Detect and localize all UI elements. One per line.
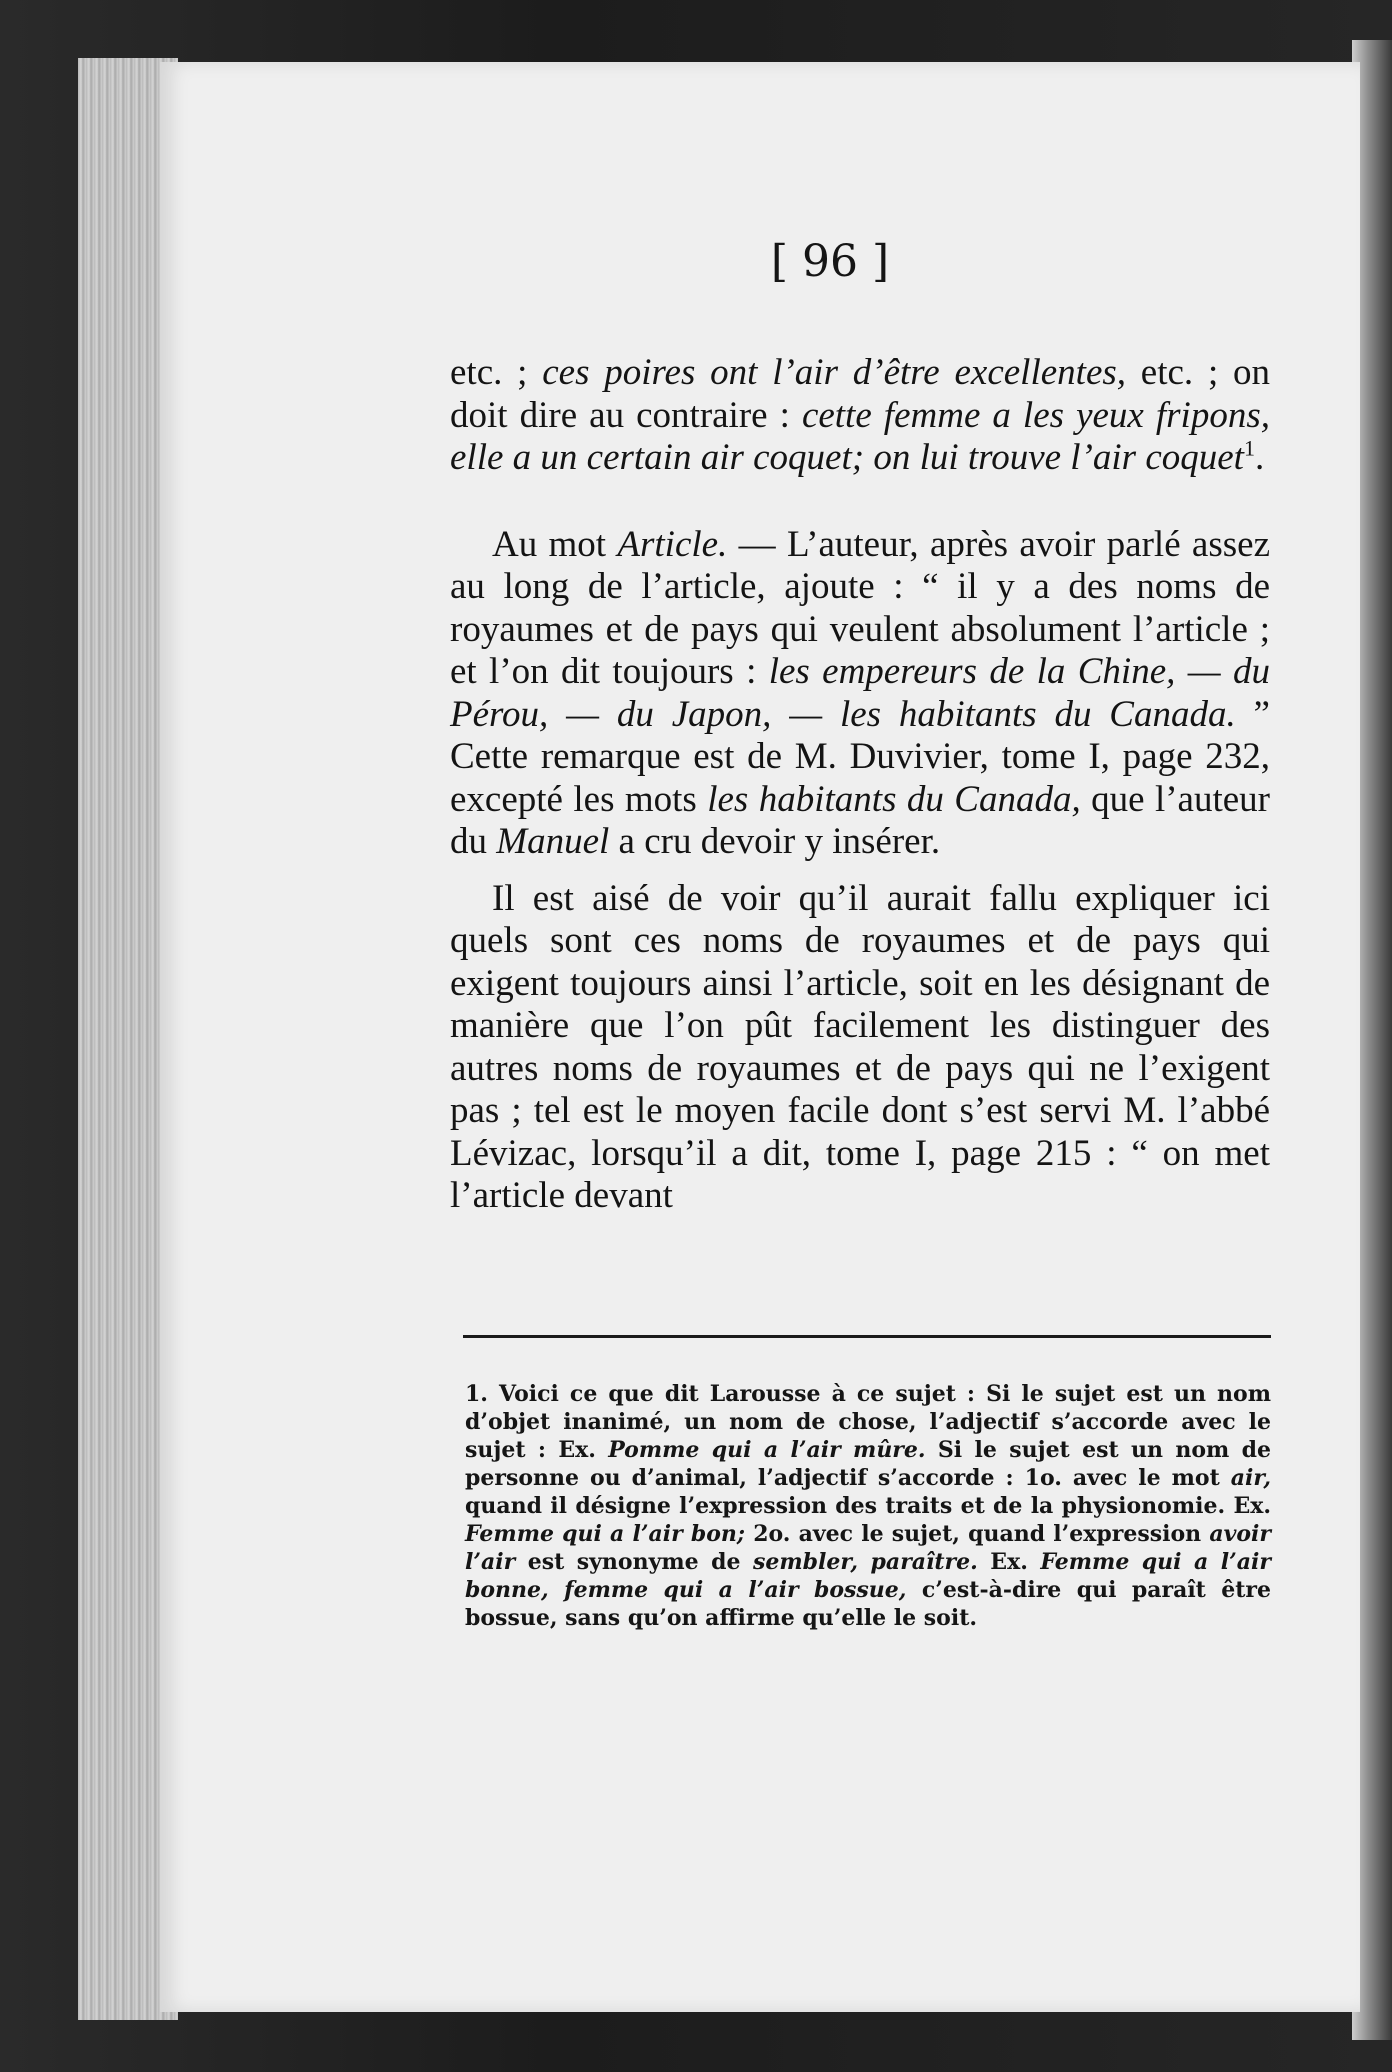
italic-text: Femme qui a l’air bonne, femme qui a l’air bossue, <box>465 1549 1271 1603</box>
footnote-rule <box>463 1335 1271 1338</box>
footnote-reference: 1 <box>1243 435 1255 461</box>
italic-text: Manuel <box>496 821 610 862</box>
italic-text: avoir l’air <box>465 1521 1271 1575</box>
text-run: 1. Voici ce que dit Larousse à ce sujet : Si le sujet est un nom d’objet inanimé, un nom de chose, l’adjectif s’accorde avec le sujet : Ex. <box>465 1381 1271 1463</box>
italic-text: les empereurs de la Chine, — du Pérou, — du Japon, — les habitants du Canada. <box>450 651 1270 735</box>
text-run: est synonyme de <box>515 1549 754 1575</box>
body-text <box>450 352 1270 1218</box>
text-run: Si le sujet est un nom de personne ou d’animal, l’adjectif s’accorde : 1o. avec le mot <box>465 1437 1271 1491</box>
italic-text: cette femme a les yeux fripons, elle a un certain air coquet; on lui trouve l’air coquet <box>450 394 1270 478</box>
text-run: que l’auteur du <box>450 778 1270 862</box>
text-run: etc. ; on doit dire au contraire : <box>450 352 1271 436</box>
text-run: Au mot <box>492 523 618 565</box>
page-number: [ 96 ] <box>770 236 890 287</box>
paragraph <box>450 524 1270 864</box>
italic-text: air, <box>1230 1465 1271 1491</box>
italic-text: Femme qui a l’air bon; <box>465 1521 746 1547</box>
text-run: c’est-à-dire qui paraît être bossue, sans qu’on affirme qu’elle le soit. <box>465 1577 1271 1631</box>
text-run: Ex. <box>977 1549 1041 1575</box>
italic-text: sembler, paraître. <box>753 1549 978 1575</box>
footnote <box>465 1380 1271 1632</box>
text-run: Il est aisé de voir qu’il aurait fallu expliquer ici quels sont ces noms de royaumes et de pays qui exigent toujours ainsi l’article, soit en les désignant de manière que l’on pût facilement les distinguer des autres noms de royaumes et de pays qui ne l’exigent pas ; tel est le moyen facile dont s’est servi M. l’abbé Lévizac, lorsqu’il a dit, tome I, page 215 : “ on met l’article devant <box>450 877 1270 1216</box>
text-run: 2o. avec le sujet, quand l’expression <box>745 1521 1210 1547</box>
text-run: — L’auteur, après avoir parlé assez au long de l’article, ajoute : “ il y a des noms de royaumes et de pays qui veulent absolument l’article ; et l’on dit toujours : <box>450 523 1270 692</box>
italic-text: ces poires ont l’air d’être excellentes, <box>542 352 1127 393</box>
paragraph <box>450 878 1270 1218</box>
text-run: a cru devoir y insérer. <box>609 821 941 862</box>
italic-text: Pomme qui a l’air mûre. <box>608 1437 926 1463</box>
text-run: . <box>1254 437 1265 478</box>
italic-text: Article. <box>617 523 728 565</box>
text-run: etc. ; <box>450 352 543 393</box>
text-run: ” Cette remarque est de M. Duvivier, tome I, page 232, excepté les mots <box>450 693 1270 820</box>
text-run: quand il désigne l’expression des traits et de la physionomie. Ex. <box>465 1493 1271 1519</box>
paragraph <box>450 352 1270 480</box>
italic-text: les habitants du Canada, <box>707 778 1081 820</box>
